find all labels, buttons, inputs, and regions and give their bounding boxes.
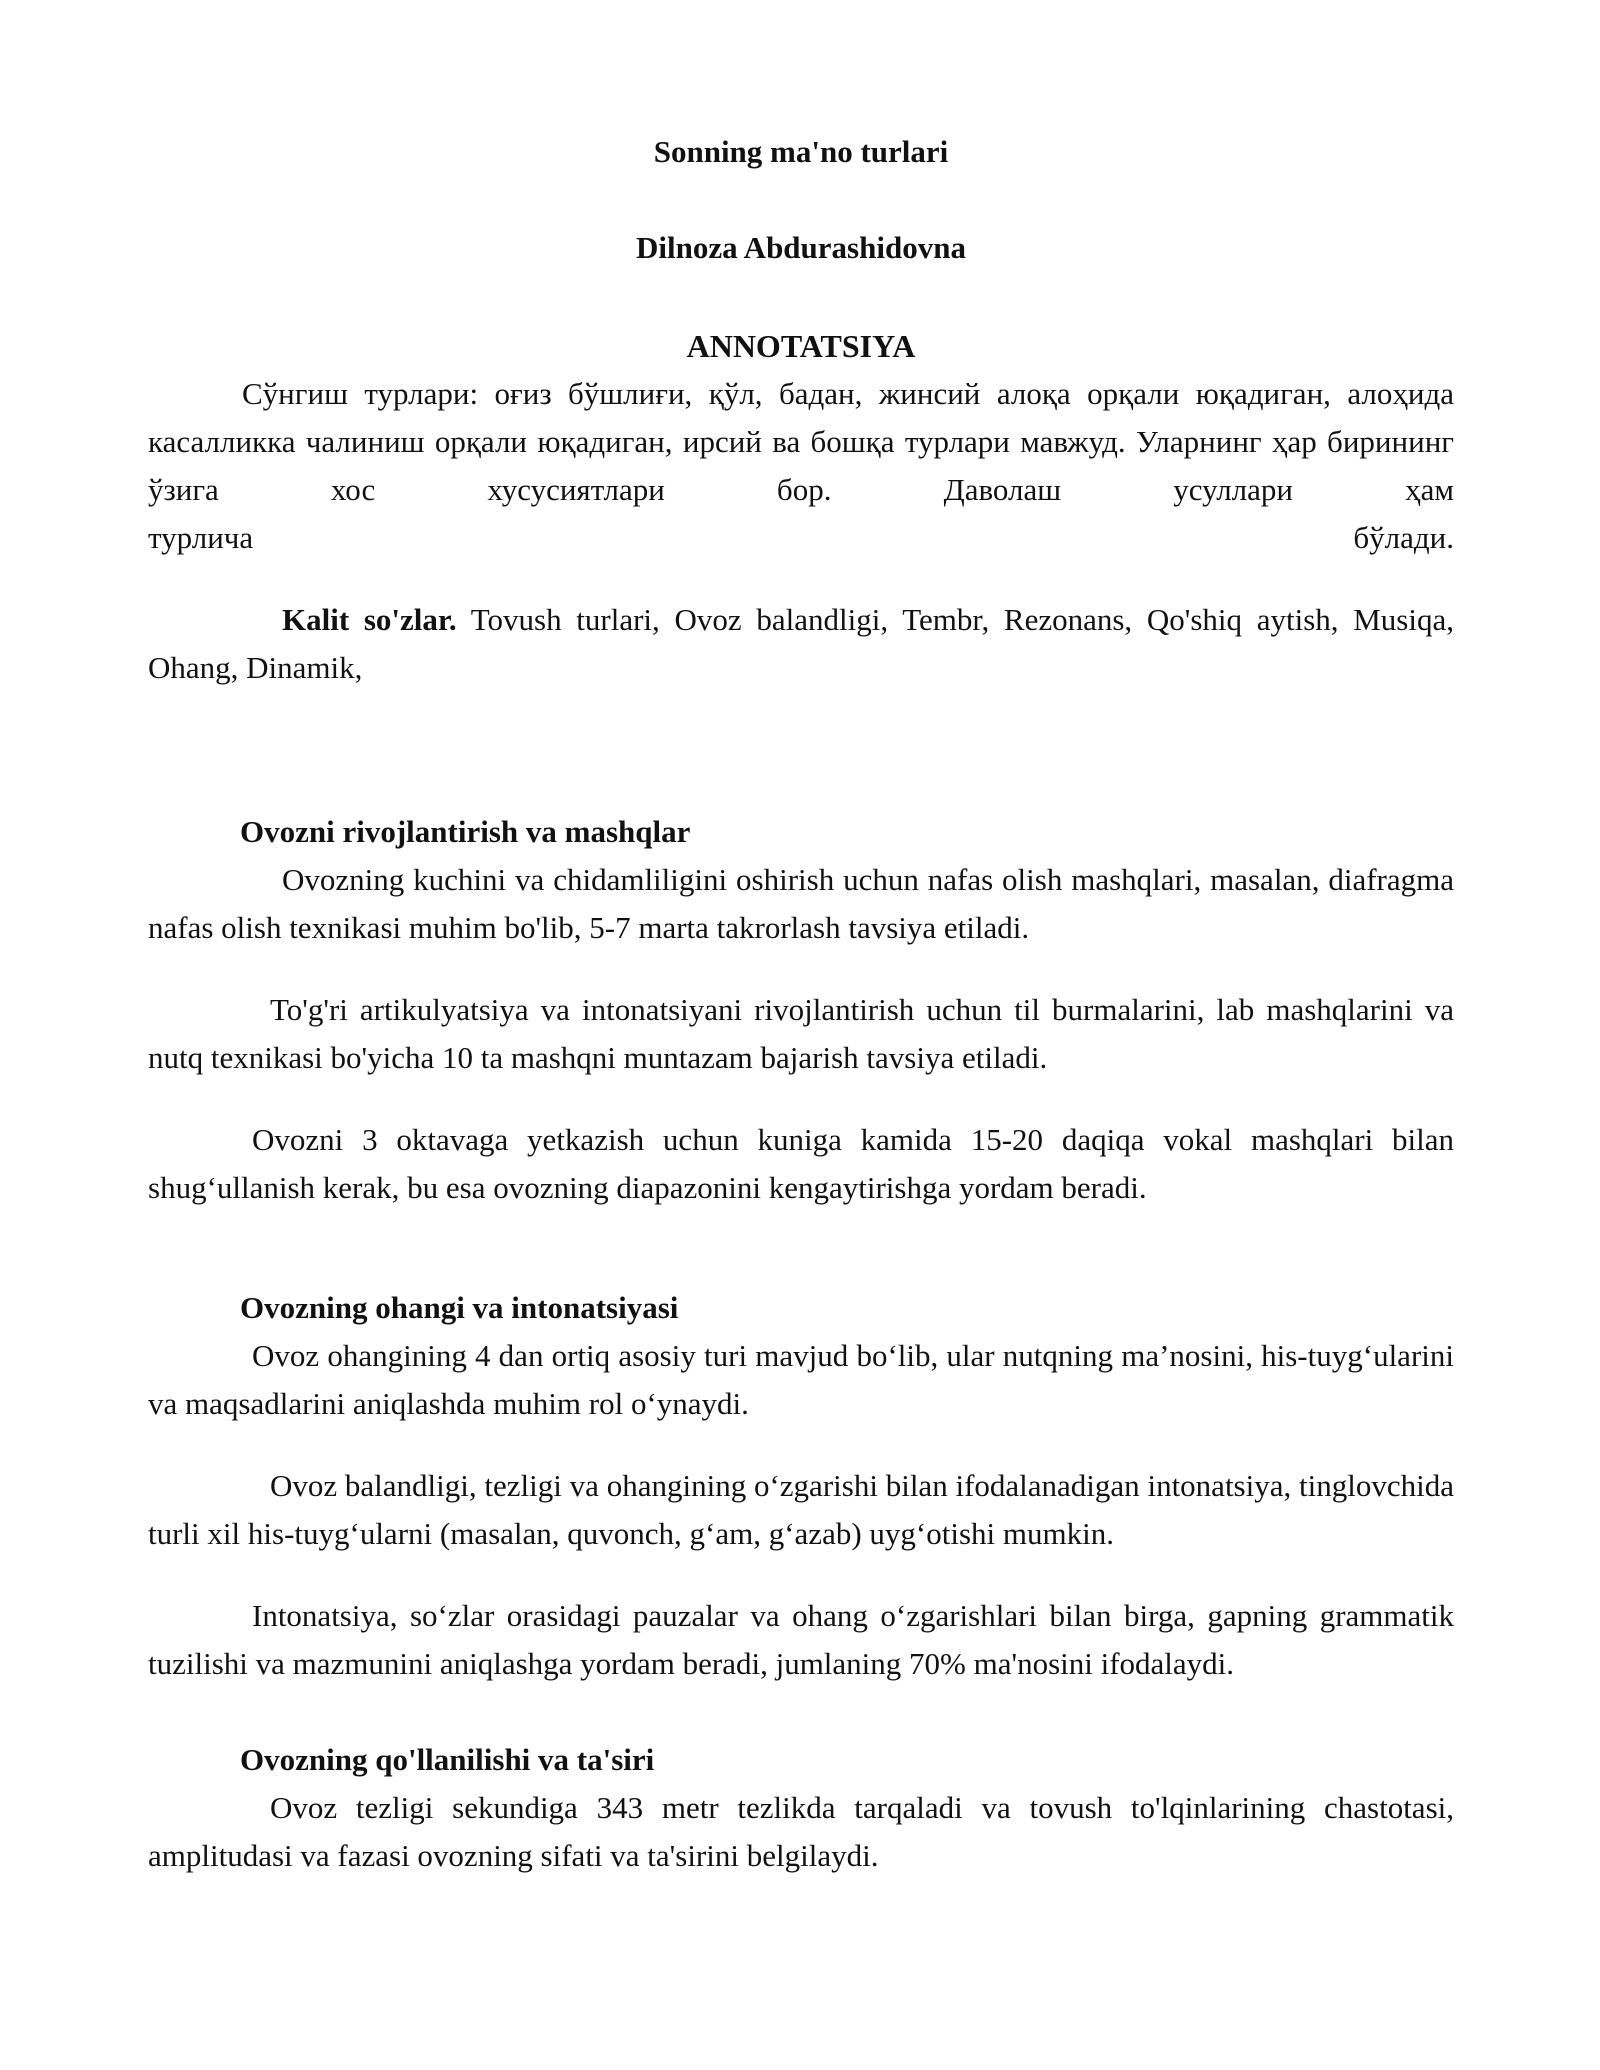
section-heading: Ovozning ohangi va intonatsiyasi — [240, 1290, 679, 1325]
section-heading: Ovozni rivojlantirish va mashqlar — [240, 814, 691, 849]
section-paragraph: Ovozni 3 oktavaga yetkazish uchun kuniga kamida 15-20 daqiqa vokal mashqlari bilan shug‘ullanish kerak, bu esa ovozning diapazonini kengaytirishga yordam beradi. — [148, 1122, 1454, 1205]
document-body — [148, 128, 1454, 1880]
keywords-paragraph — [148, 596, 1454, 692]
section-paragraph: To'g'ri artikulyatsiya va intonatsiyani rivojlantirish uchun til burmalarini, lab mashqlarini va nutq texnikasi bo'yicha 10 ta mashqni muntazam bajarish tavsiya etiladi. — [148, 992, 1454, 1075]
document-author: Dilnoza Abdurashidovna — [636, 230, 966, 265]
annotation-paragraph: Сўнгиш турлари: оғиз бўшлиғи, қўл, бадан, жинсий алоқа орқали юқадиган, алоҳида касалликка чалиниш орқали юқадиган, ирсий ва бошқа турлари мавжуд. Уларнинг ҳар бирининг ўзига хос хусусиятлари бор. Даволаш усуллари ҳам — [148, 376, 1454, 507]
annotation-paragraph-end: турлича бўлади. — [148, 520, 1454, 555]
keywords-label: Kalit so'zlar. — [282, 602, 457, 637]
section-paragraph: Ovoz balandligi, tezligi va ohangining o‘zgarishi bilan ifodalanadigan intonatsiya, tinglovchida turli xil his-tuyg‘ularni (masalan, quvonch, g‘am, g‘azab) uyg‘otishi mumkin. — [148, 1468, 1454, 1551]
keywords-text: Tovush turlari, Ovoz balandligi, Tembr, Rezonans, Qo'shiq aytish, Musiqa, Ohang, Dinamik, — [148, 602, 1454, 685]
section-heading: Ovozning qo'llanilishi va ta'siri — [240, 1742, 655, 1777]
section-paragraph: Ovozning kuchini va chidamliligini oshirish uchun nafas olish mashqlari, masalan, diafragma nafas olish texnikasi muhim bo'lib, 5-7 marta takrorlash tavsiya etiladi. — [148, 862, 1454, 945]
document-title: Sonning ma'no turlari — [653, 134, 949, 169]
section-paragraph: Intonatsiya, so‘zlar orasidagi pauzalar va ohang o‘zgarishlari bilan birga, gapning grammatik tuzilishi va mazmunini aniqlashga yordam beradi, jumlaning 70% ma'nosini ifodalaydi. — [148, 1598, 1454, 1681]
annotation-heading: ANNOTATSIYA — [686, 328, 916, 364]
section-paragraph: Ovoz tezligi sekundiga 343 metr tezlikda tarqaladi va tovush to'lqinlarining chastotasi, amplitudasi va fazasi ovozning sifati va ta'sirini belgilaydi. — [148, 1790, 1454, 1873]
section-paragraph: Ovoz ohangining 4 dan ortiq asosiy turi mavjud bo‘lib, ular nutqning ma’nosini, his-tuyg‘ularini va maqsadlarini aniqlashda muhim rol o‘ynaydi. — [148, 1338, 1454, 1421]
